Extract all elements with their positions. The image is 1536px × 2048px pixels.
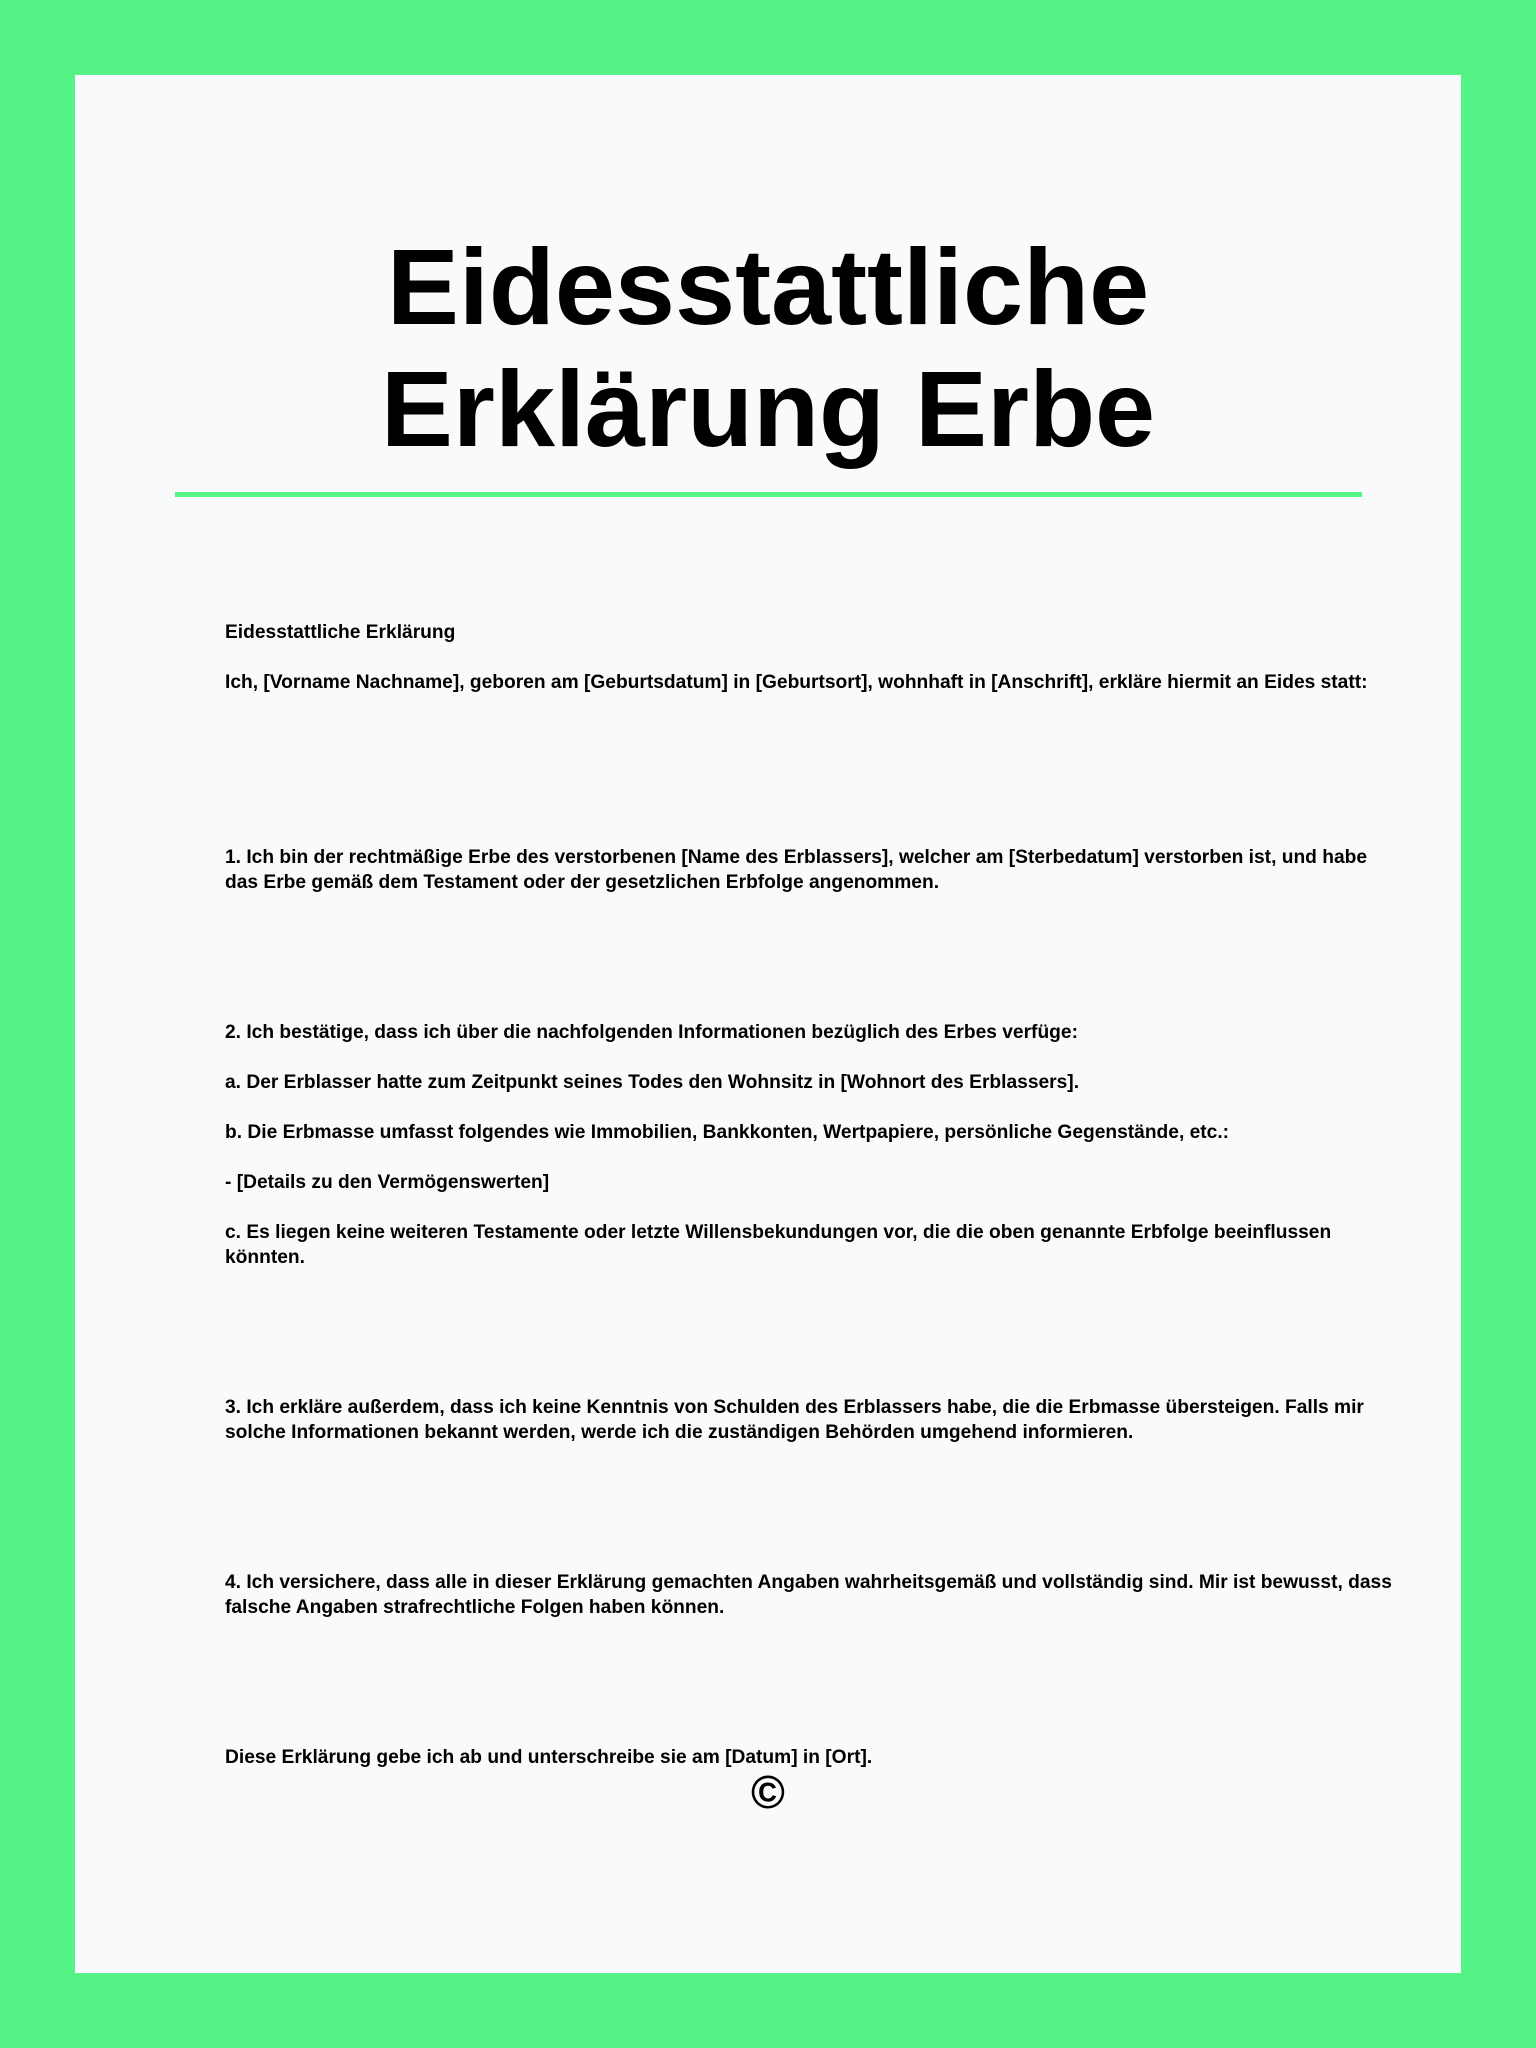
- document-title: [75, 226, 1461, 470]
- title-divider: [175, 492, 1362, 497]
- signature-paragraph: Diese Erklärung gebe ich ab und unterschreibe sie am [Datum] in [Ort].: [225, 1747, 873, 1768]
- intro-paragraph: Ich, [Vorname Nachname], geboren am [Geburtsdatum] in [Geburtsort], wohnhaft in [Anschrift], erkläre hiermit an Eides statt:: [225, 672, 1368, 693]
- document-page: [75, 75, 1461, 1973]
- title-line-2: Erklärung Erbe: [380, 348, 1156, 469]
- clause-1-paragraph: 1. Ich bin der rechtmäßige Erbe des verstorbenen [Name des Erblassers], welcher am [Sterbedatum] verstorben ist, und habe das Erbe gemäß dem Testament oder der gesetzlichen Erbfolge angenommen.: [225, 847, 1368, 893]
- clause-2c-paragraph: c. Es liegen keine weiteren Testamente oder letzte Willensbekundungen vor, die die oben genannte Erbfolge beeinflussen könnten.: [225, 1222, 1332, 1268]
- asset-details-paragraph: - [Details zu den Vermögenswerten]: [225, 1172, 550, 1193]
- copyright-icon: ©: [751, 1766, 785, 1818]
- clause-2a-paragraph: a. Der Erblasser hatte zum Zeitpunkt seines Todes den Wohnsitz in [Wohnort des Erblassers].: [225, 1072, 1080, 1093]
- clause-2b-paragraph: b. Die Erbmasse umfasst folgendes wie Immobilien, Bankkonten, Wertpapiere, persönliche Gegenstände, etc.:: [225, 1122, 1230, 1143]
- heading-paragraph: Eidesstattliche Erklärung: [225, 622, 456, 643]
- clause-2-paragraph: 2. Ich bestätige, dass ich über die nachfolgenden Informationen bezüglich des Erbes verfüge:: [225, 1022, 1078, 1043]
- clause-4-paragraph: 4. Ich versichere, dass alle in dieser Erklärung gemachten Angaben wahrheitsgemäß und vollständig sind. Mir ist bewusst, dass falsche Angaben strafrechtliche Folgen haben können.: [225, 1572, 1392, 1618]
- clause-3-paragraph: 3. Ich erkläre außerdem, dass ich keine Kenntnis von Schulden des Erblassers habe, die die Erbmasse übersteigen. Falls mir solche Informationen bekannt werden, werde ich die zuständigen Behörden umgehend informieren.: [225, 1397, 1364, 1443]
- title-line-1: Eidesstattliche: [386, 226, 1150, 347]
